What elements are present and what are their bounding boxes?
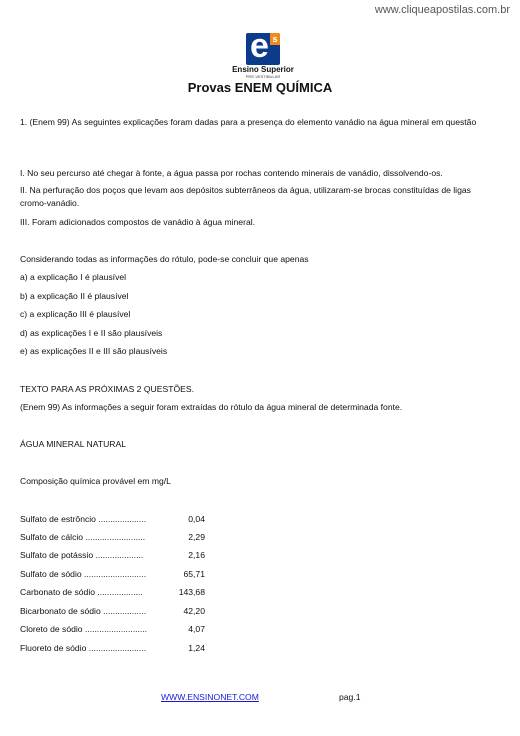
row-value: 42,20 <box>183 606 205 616</box>
logo-name: Ensino Superior <box>232 65 294 74</box>
table-row <box>20 643 205 655</box>
row-label: Sulfato de sódio .......................... <box>20 569 147 579</box>
texto-heading: TEXTO PARA AS PRÓXIMAS 2 QUESTÕES. <box>20 384 194 394</box>
row-value: 0,04 <box>188 514 205 524</box>
row-value: 1,24 <box>188 643 205 653</box>
row-value: 2,29 <box>188 532 205 542</box>
row-label: Sulfato de cálcio ......................... <box>20 532 146 542</box>
table-row <box>20 606 205 618</box>
logo-badge: s <box>270 33 280 45</box>
table-row <box>20 514 205 526</box>
explanation-1: I. No seu percurso até chegar à fonte, a água passa por rochas contendo minerais de vanádio, dissolvendo-os. <box>20 168 443 178</box>
row-value: 143,68 <box>178 587 205 597</box>
logo-letter: e <box>250 33 269 65</box>
option-e: e) as explicações II e III são plausíveis <box>20 346 168 356</box>
row-value: 65,71 <box>183 569 205 579</box>
row-label: Sulfato de potássio .................... <box>20 550 144 560</box>
composition-title: Composição química provável em mg/L <box>20 476 171 486</box>
explanation-3: III. Foram adicionados compostos de vanádio à água mineral. <box>20 217 256 227</box>
row-label: Bicarbonato de sódio .................. <box>20 606 147 616</box>
ensino-superior-logo <box>246 33 280 65</box>
option-b: b) a explicação II é plausível <box>20 291 129 301</box>
label-title: ÁGUA MINERAL NATURAL <box>20 439 127 449</box>
table-row <box>20 569 205 581</box>
row-value: 4,07 <box>188 624 205 634</box>
row-label: Cloreto de sódio .......................... <box>20 624 148 634</box>
table-row <box>20 624 205 636</box>
row-label: Fluoreto de sódio ........................ <box>20 643 147 653</box>
site-url: www.cliqueapostilas.com.br <box>374 4 510 16</box>
row-value: 2,16 <box>188 550 205 560</box>
texto-source: (Enem 99) As informações a seguir foram extraídas do rótulo da água mineral de determinada fonte. <box>20 402 403 412</box>
row-label: Sulfato de estrôncio .................... <box>20 514 147 524</box>
table-row <box>20 587 205 599</box>
question-prompt: Considerando todas as informações do rótulo, pode-se concluir que apenas <box>20 254 309 264</box>
row-label: Carbonato de sódio ................... <box>20 587 143 597</box>
explanation-2: II. Na perfuração dos poços que levam aos depósitos subterrâneos da água, utilizaram-se brocas constituídas de ligas cromo-vanádio. <box>20 185 471 208</box>
logo-tagline: PRÉ-VESTIBULAR <box>245 74 281 79</box>
table-row <box>20 550 205 562</box>
page-title: Provas ENEM QUÍMICA <box>187 80 333 95</box>
option-a: a) a explicação I é plausível <box>20 272 127 282</box>
footer-link[interactable]: WWW.ENSINONET.COM <box>161 692 259 702</box>
table-row <box>20 532 205 544</box>
question-intro: 1. (Enem 99) As seguintes explicações foram dadas para a presença do elemento vanádio na água mineral em questão <box>20 117 477 127</box>
option-d: d) as explicações I e II são plausíveis <box>20 328 163 338</box>
option-c: c) a explicação III é plausível <box>20 309 131 319</box>
page-number: pag.1 <box>339 692 361 702</box>
